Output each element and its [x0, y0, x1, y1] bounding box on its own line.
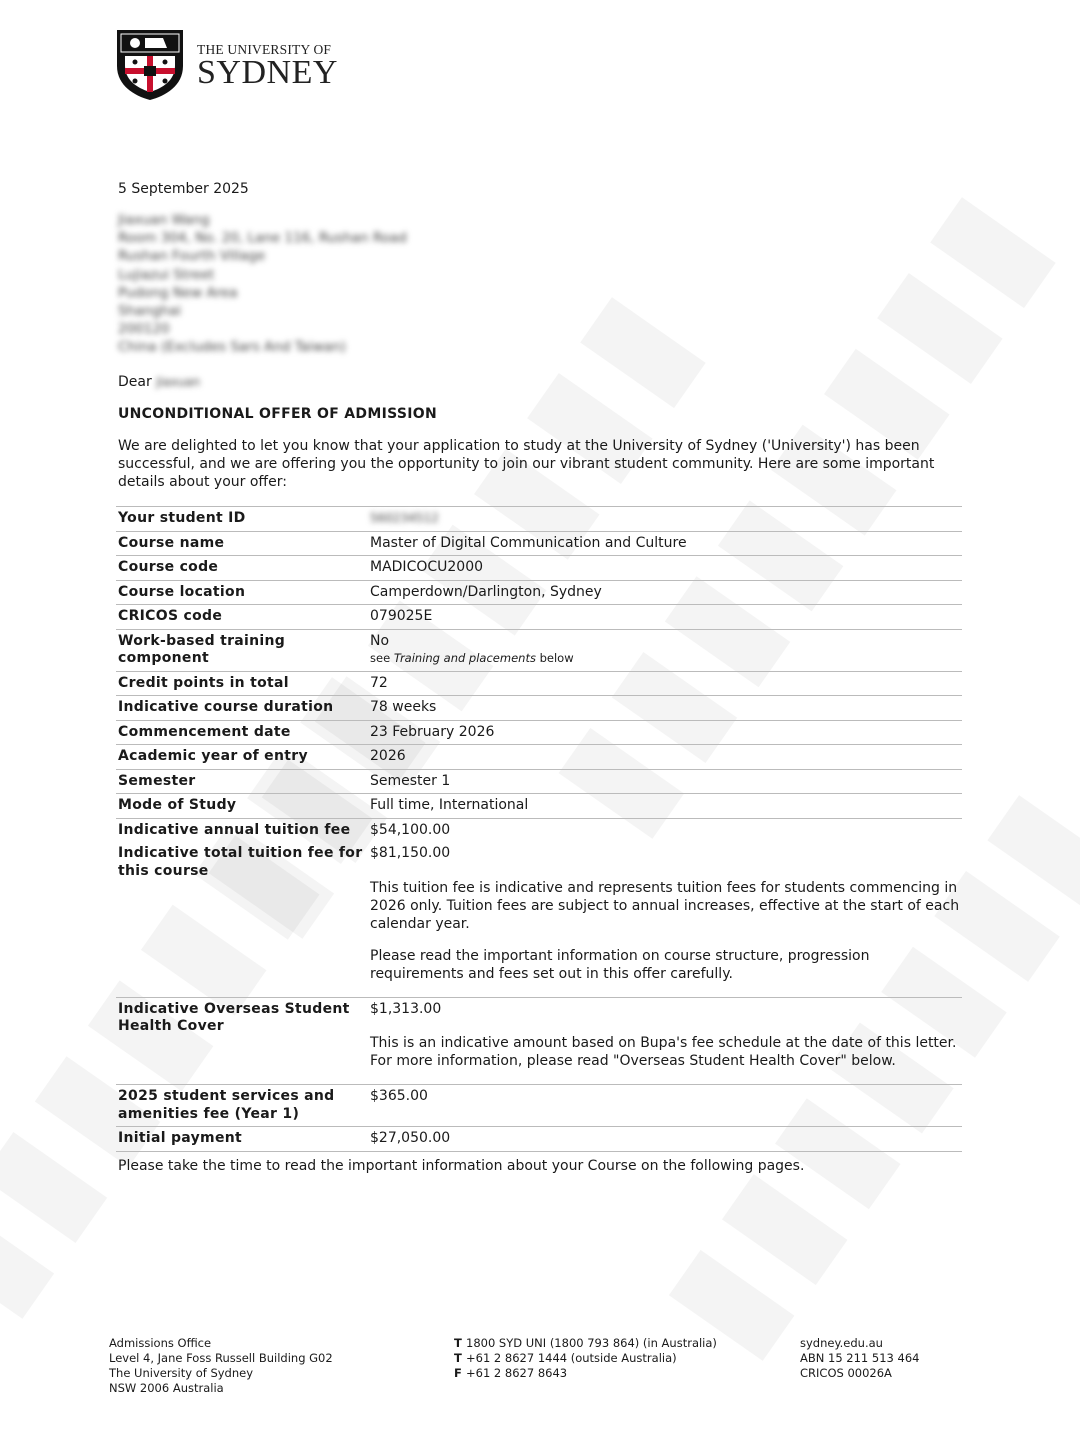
crest-icon: [115, 28, 185, 102]
row-label: Mode of Study: [116, 794, 368, 819]
table-row: [116, 769, 962, 794]
phone-line: 1800 SYD UNI (1800 793 864) (in Australia): [466, 1336, 717, 1350]
course-name-value: Master of Digital Communication and Culture: [368, 531, 962, 556]
fax-line: +61 2 8627 8643: [466, 1366, 568, 1380]
address-line: Jiaxuan Wang: [118, 212, 210, 228]
footer-web: [800, 1336, 919, 1381]
offer-details-table: [116, 506, 962, 1152]
work-training-note: see Training and placements below: [370, 651, 574, 665]
credit-points-value: 72: [368, 671, 962, 696]
student-id-value: 560234512: [370, 511, 439, 525]
row-label: Credit points in total: [116, 671, 368, 696]
salutation-name: Jiaxuan: [156, 375, 201, 389]
logo-line2: SYDNEY: [197, 54, 338, 91]
table-row: [116, 818, 962, 842]
academic-year-value: 2026: [368, 745, 962, 770]
intro-paragraph: We are delighted to let you know that your application to study at the University of Sydney ('University') has been successful, and we are offering you the opportunity to join our vibrant student community. Here are some important details about your offer:: [118, 438, 935, 490]
salutation: [118, 374, 200, 390]
row-label: Course location: [116, 580, 368, 605]
row-label: Your student ID: [116, 507, 368, 532]
row-label: Commencement date: [116, 720, 368, 745]
fax-prefix: F: [454, 1366, 462, 1380]
services-fee-value: $365.00: [368, 1085, 962, 1127]
total-fee-note-2: Please read the important information on course structure, progression requirements and fees set out in this offer carefully.: [370, 947, 870, 982]
table-row: [116, 1085, 962, 1127]
phone-line: +61 2 8627 1444 (outside Australia): [466, 1351, 677, 1365]
table-row: [116, 629, 962, 671]
row-label: Initial payment: [116, 1127, 368, 1152]
salutation-word: Dear: [118, 374, 152, 390]
website-link[interactable]: sydney.edu.au: [800, 1336, 883, 1350]
footer-line: The University of Sydney: [109, 1366, 254, 1380]
address-line: Room 304, No. 20, Lane 116, Rushan Road: [118, 230, 407, 247]
address-line: Shanghai: [118, 302, 182, 319]
row-label: Indicative annual tuition fee: [116, 818, 368, 842]
footer-line: Level 4, Jane Foss Russell Building G02: [109, 1351, 333, 1365]
course-location-value: Camperdown/Darlington, Sydney: [368, 580, 962, 605]
row-label: Work-based training component: [116, 629, 368, 671]
table-row: [116, 531, 962, 556]
table-row: [116, 842, 962, 997]
offer-heading: UNCONDITIONAL OFFER OF ADMISSION: [118, 406, 437, 422]
table-row: [116, 507, 962, 532]
table-row: [116, 605, 962, 630]
row-label: CRICOS code: [116, 605, 368, 630]
annual-fee-value: $54,100.00: [368, 818, 962, 842]
work-training-value: No: [370, 632, 390, 649]
row-label: Indicative Overseas Student Health Cover: [116, 997, 368, 1085]
total-fee-note: This tuition fee is indicative and represents tuition fees for students commencing in 2026 only. Tuition fees are subject to annual increases, effective at the start of each calendar year.: [370, 879, 960, 932]
row-label: Course name: [116, 531, 368, 556]
mode-value: Full time, International: [368, 794, 962, 819]
table-row: [116, 580, 962, 605]
logo-line1: THE UNIVERSITY OF: [197, 42, 332, 57]
cricos-line: CRICOS 00026A: [800, 1366, 892, 1380]
recipient-address: [118, 212, 407, 358]
initial-payment-value: $27,050.00: [368, 1127, 962, 1152]
table-row: [116, 720, 962, 745]
row-label: Course code: [116, 556, 368, 581]
letter-date: 5 September 2025: [118, 181, 249, 197]
oshc-note: This is an indicative amount based on Bupa's fee schedule at the date of this letter. For more information, please read "Overseas Student Health Cover" below.: [370, 1035, 957, 1069]
semester-value: Semester 1: [368, 769, 962, 794]
address-line: Pudong New Area: [118, 284, 238, 301]
oshc-value: $1,313.00: [370, 1000, 442, 1017]
duration-value: 78 weeks: [368, 696, 962, 721]
address-line: China (Excludes Sars And Taiwan): [118, 339, 346, 356]
university-logo: [115, 28, 338, 102]
table-row: [116, 745, 962, 770]
course-code-value: MADICOCU2000: [368, 556, 962, 581]
row-label: Indicative course duration: [116, 696, 368, 721]
row-label: Indicative total tuition fee for this course: [118, 845, 363, 879]
footer-line: NSW 2006 Australia: [109, 1381, 224, 1395]
table-row: [116, 794, 962, 819]
closing-sentence: Please take the time to read the important information about your Course on the following pages.: [118, 1158, 805, 1174]
table-row: [116, 696, 962, 721]
table-row: [116, 997, 962, 1085]
row-label: Academic year of entry: [116, 745, 368, 770]
table-row: [116, 556, 962, 581]
address-line: Rushan Fourth Village: [118, 248, 266, 265]
address-line: Lujiazui Street: [118, 266, 215, 283]
commencement-value: 23 February 2026: [368, 720, 962, 745]
phone-prefix: T: [454, 1351, 462, 1365]
footer-line: Admissions Office: [109, 1336, 212, 1350]
footer-office: [109, 1336, 333, 1396]
abn-line: ABN 15 211 513 464: [800, 1351, 920, 1365]
table-row: [116, 1127, 962, 1152]
row-label: Semester: [116, 769, 368, 794]
table-row: [116, 671, 962, 696]
cricos-code-value: 079025E: [368, 605, 962, 630]
footer-phone: [454, 1336, 717, 1381]
row-label: 2025 student services and amenities fee (Year 1): [116, 1085, 368, 1127]
phone-prefix: T: [454, 1336, 462, 1350]
total-fee-value: $81,150.00: [370, 845, 451, 861]
address-line: 200120: [118, 321, 170, 338]
